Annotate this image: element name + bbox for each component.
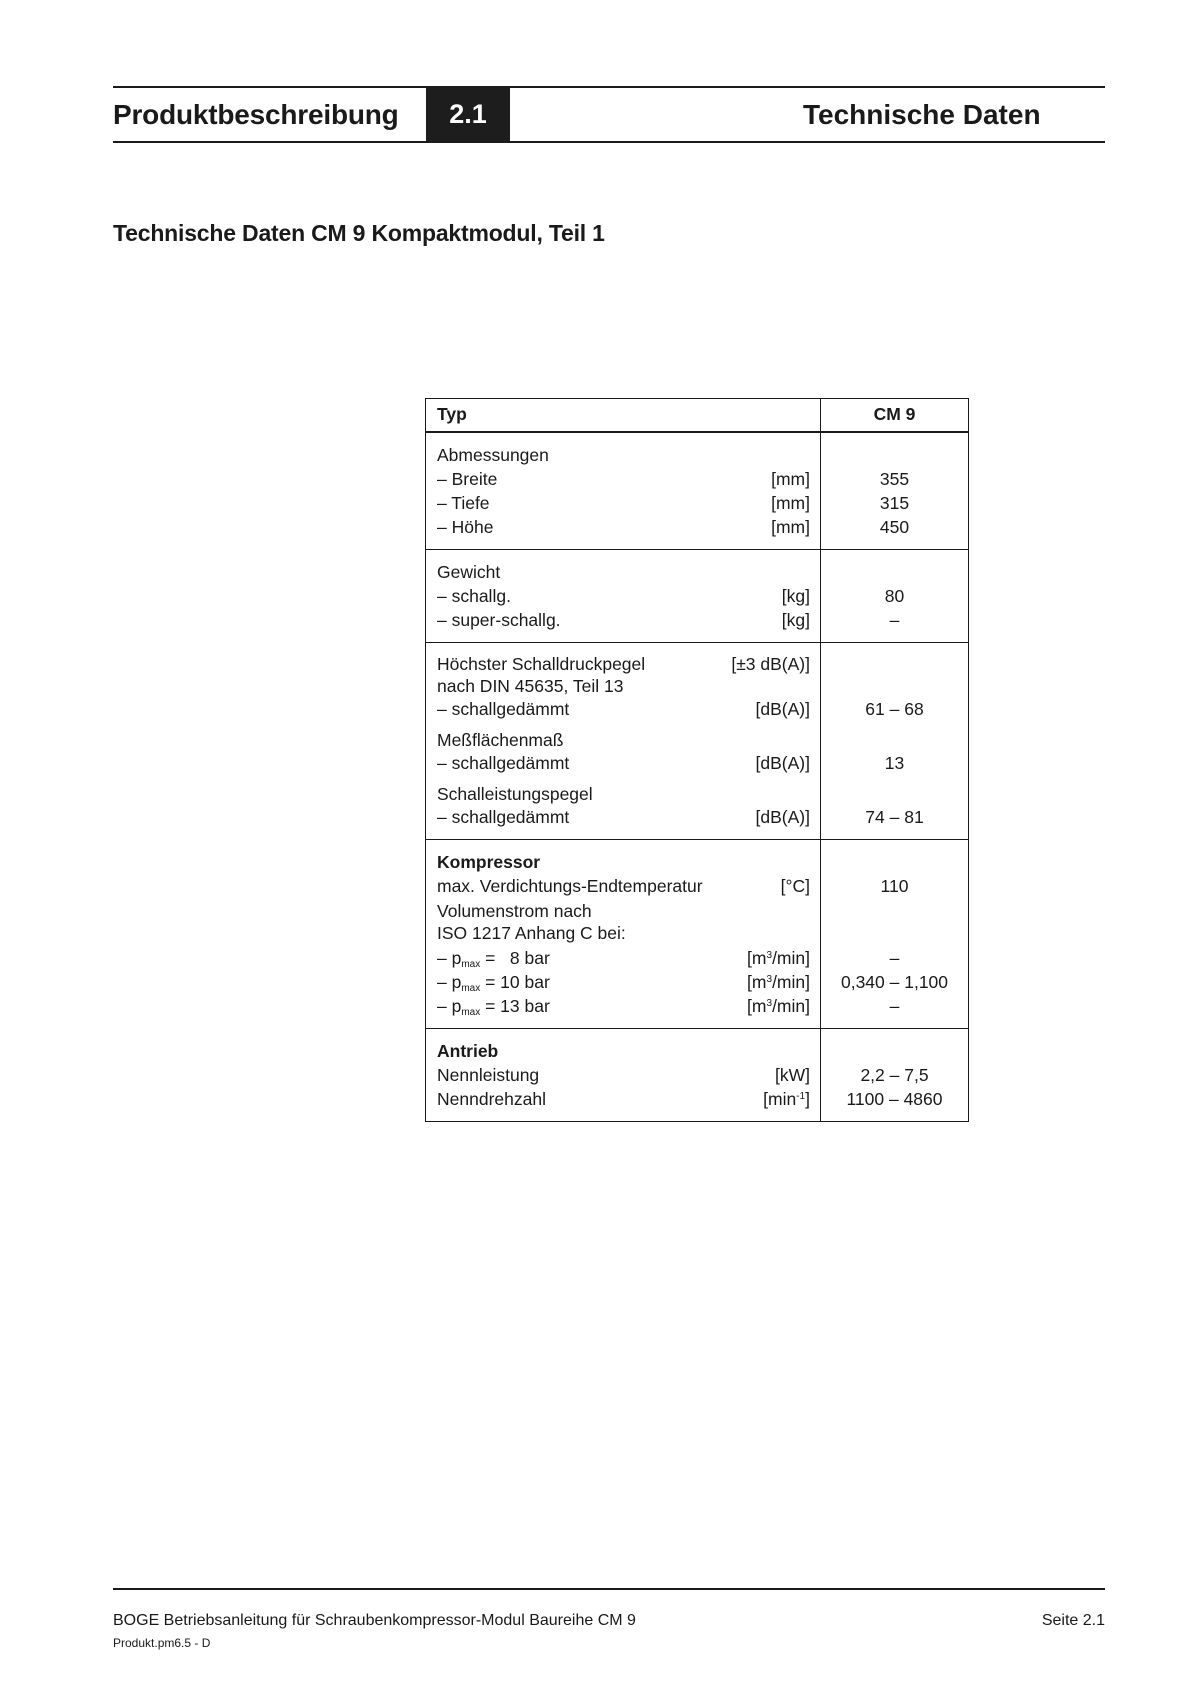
row-label: Nennleistung	[437, 1065, 540, 1085]
value-depth: 315	[879, 493, 910, 513]
row-unit: [kW]	[775, 1065, 810, 1085]
row-unit: [dB(A)]	[755, 699, 810, 719]
row-label: – Breite	[437, 469, 498, 489]
file-reference: Produkt.pm6.5 - D	[113, 1636, 211, 1650]
row-unit: $[m^3/\min]$	[747, 996, 810, 1016]
dimensions-title: Abmessungen	[437, 445, 549, 465]
value-flow-13bar: –	[889, 996, 900, 1016]
row-unit: [dB(A)]	[755, 753, 810, 773]
value-power: 2,2 – 7,5	[860, 1065, 929, 1085]
weight-title: Gewicht	[437, 562, 501, 582]
sound-subtitle: nach DIN 45635, Teil 13	[437, 676, 624, 696]
section-number-badge: 2.1	[426, 88, 510, 141]
pressure-label: – $p_{max} = 13$ bar	[437, 996, 550, 1018]
page-header	[113, 86, 1105, 143]
drive-title: Antrieb	[437, 1041, 499, 1061]
row-unit: [dB(A)]	[755, 807, 810, 827]
table-header-row	[426, 399, 968, 433]
row-unit: [mm]	[771, 517, 810, 537]
value-measure: 13	[884, 753, 905, 773]
header-chapter: Produktbeschreibung	[113, 99, 399, 130]
sound-title-unit: [±3 dB(A)]	[731, 654, 810, 674]
row-unit: [°C]	[780, 876, 810, 896]
row-label: – schallgedämmt	[437, 807, 570, 827]
table-row-dimensions	[426, 433, 968, 550]
value-weight-super: –	[889, 610, 900, 630]
header-title-text: Technische Daten	[803, 99, 1041, 130]
row-unit: [mm]	[771, 493, 810, 513]
page-number: Seite 2.1	[1041, 1612, 1105, 1629]
row-label: – schallgedämmt	[437, 753, 570, 773]
row-unit: [kg]	[781, 586, 810, 606]
row-label: – super-schallg.	[437, 610, 561, 630]
flow-title-1: Volumenstrom nach	[437, 901, 592, 921]
footer-title: BOGE Betriebsanleitung für Schraubenkompressor-Modul Baureihe CM 9	[113, 1612, 636, 1629]
table-row-weight	[426, 550, 968, 643]
row-unit: [mm]	[771, 469, 810, 489]
sound-title: Höchster Schalldruckpegel	[437, 654, 646, 674]
value-max-temp: 110	[880, 876, 909, 896]
row-label: Nenndrehzahl	[437, 1089, 546, 1109]
pressure-label: – $p_{max} = 10$ bar	[437, 972, 550, 994]
measure-title: Meßflächenmaß	[437, 730, 564, 750]
row-label: – schallg.	[437, 586, 511, 606]
value-sound-power: 74 – 81	[865, 807, 924, 827]
value-width: 355	[879, 469, 910, 489]
row-label: – schallgedämmt	[437, 699, 570, 719]
power-title: Schalleistungspegel	[437, 784, 593, 804]
row-unit: [kg]	[781, 610, 810, 630]
flow-title-2: ISO 1217 Anhang C bei:	[437, 923, 626, 943]
value-sound-pressure: 61 – 68	[865, 699, 924, 719]
row-label: – Höhe	[437, 517, 494, 537]
compressor-title: Kompressor	[437, 852, 541, 872]
value-weight-soundproof: 80	[884, 586, 905, 606]
value-flow-8bar: –	[889, 948, 900, 968]
col-header-type: Typ	[426, 399, 821, 431]
value-speed: 1100 – 4860	[846, 1089, 943, 1109]
table-row-drive	[426, 1029, 968, 1121]
page-heading: Technische Daten CM 9 Kompaktmodul, Teil 1	[113, 220, 605, 246]
header-title	[690, 88, 1105, 141]
spec-table	[425, 398, 969, 1122]
table-row-sound	[426, 643, 968, 840]
value-height: 450	[879, 517, 910, 537]
row-label: max. Verdichtungs-Endtemperatur	[437, 876, 703, 896]
col-header-model: CM 9	[873, 404, 916, 424]
row-unit: $[m^3/\min]$	[747, 948, 810, 968]
table-row-compressor	[426, 840, 968, 1029]
row-unit: $[m^3/\min]$	[747, 972, 810, 992]
pressure-label: – $p_{max} = 8$ bar	[437, 948, 550, 970]
header-section	[426, 88, 623, 141]
row-unit: $[\min^{-1}]$	[763, 1089, 810, 1109]
footer-divider	[113, 1588, 1105, 1590]
value-flow-10bar: 0,340 – 1,100	[840, 972, 949, 992]
row-label: – Tiefe	[437, 493, 490, 513]
